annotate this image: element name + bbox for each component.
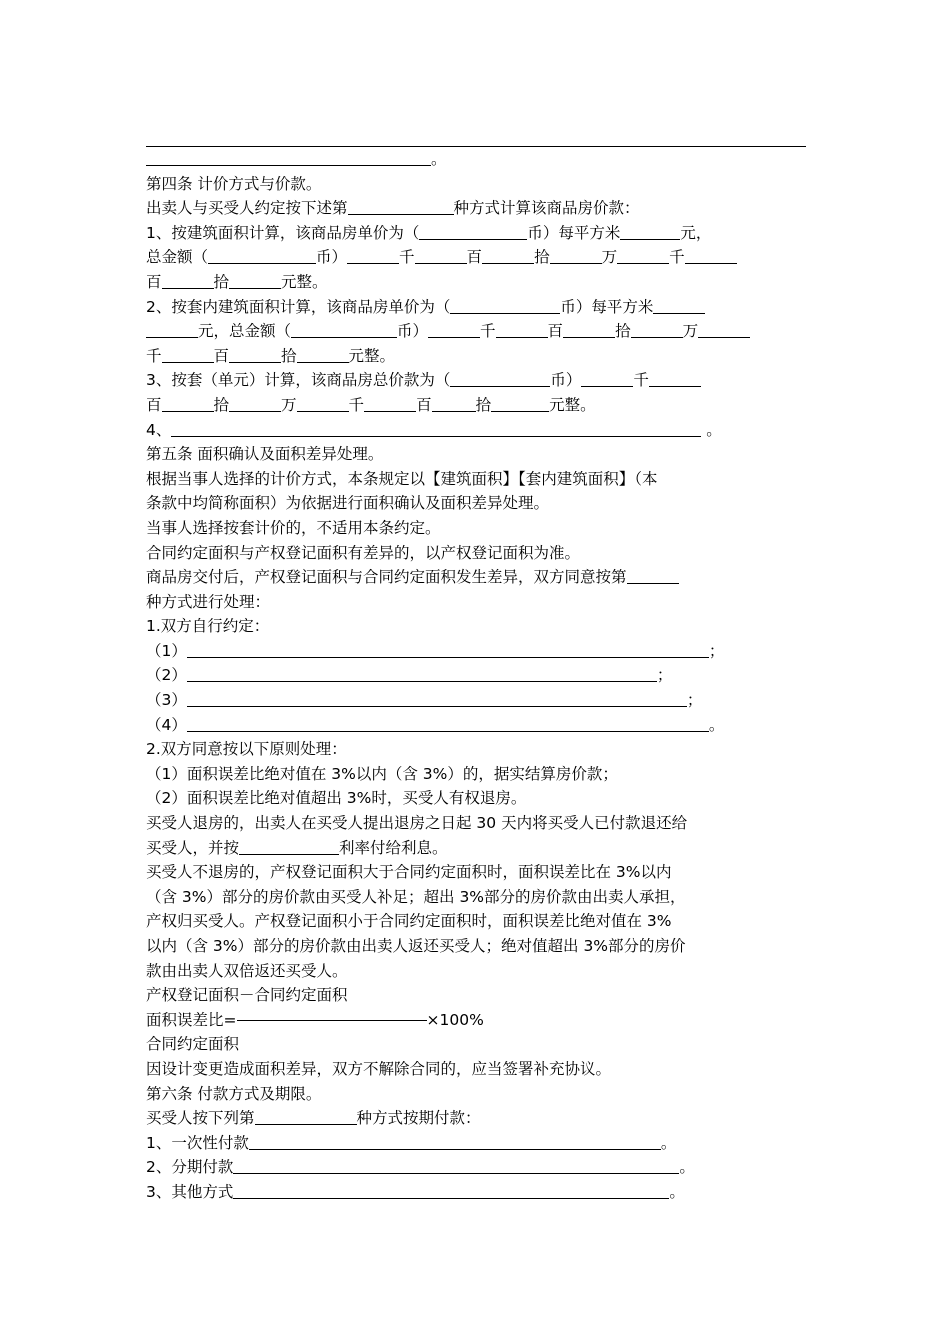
blank-underline	[146, 322, 198, 339]
text-segment: （含 3%）部分的房价款由买受人补足；超出 3%部分的房价款由出卖人承担，	[146, 887, 686, 906]
blank-underline	[432, 395, 476, 412]
text-segment: 。	[679, 1158, 695, 1177]
text-line	[146, 959, 806, 984]
text-segment: 币）	[397, 322, 429, 341]
text-segment: 3、按套（单元）计算，该商品房总价款为（	[146, 371, 451, 390]
text-segment: 种方式进行处理：	[146, 592, 271, 611]
text-segment: 万	[281, 395, 297, 414]
text-line	[146, 541, 806, 566]
text-segment: 买受人按下列第	[146, 1109, 255, 1128]
text-segment: 总金额（	[146, 248, 209, 267]
text-line	[146, 934, 806, 959]
text-line	[146, 663, 806, 688]
text-segment: 产权登记面积－合同约定面积	[146, 986, 348, 1005]
text-segment: 百	[416, 395, 432, 414]
text-segment: 元整。	[281, 272, 328, 291]
text-segment: 。	[669, 1182, 685, 1201]
blank-underline	[649, 371, 701, 388]
text-segment: 百	[466, 248, 483, 267]
blank-underline	[239, 838, 339, 855]
blank-underline	[450, 297, 560, 314]
text-segment: 条款中均简称面积）为依据进行面积确认及面积差异处理。	[146, 494, 550, 513]
text-line	[146, 688, 806, 713]
text-segment: 百	[146, 395, 162, 414]
text-segment: 。	[431, 150, 447, 168]
text-line	[146, 1082, 806, 1107]
text-line	[146, 786, 806, 811]
text-segment: 因设计变更造成面积差异，双方不解除合同的，应当签署补充协议。	[146, 1059, 612, 1078]
text-line	[146, 811, 806, 836]
blank-underline	[620, 223, 680, 240]
text-line	[146, 147, 806, 172]
text-segment: 2、分期付款	[146, 1158, 234, 1177]
blank-underline	[229, 346, 281, 363]
text-segment: 拾	[475, 395, 492, 414]
text-segment: 千	[669, 248, 685, 267]
text-segment: 元整。	[549, 395, 596, 414]
text-segment: 产权归买受人。产权登记面积小于合同约定面积时，面积误差比绝对值在 3%	[146, 912, 672, 931]
text-segment: 千	[146, 346, 162, 365]
text-segment: 百	[547, 322, 564, 341]
text-segment: 1、一次性付款	[146, 1133, 249, 1152]
text-segment: 币）每平方米	[560, 297, 654, 316]
text-line	[146, 713, 806, 738]
blank-underline	[162, 395, 214, 412]
text-line	[146, 885, 806, 910]
text-segment: 拾	[534, 248, 550, 267]
blank-underline	[171, 420, 701, 437]
blank-underline	[653, 297, 705, 314]
text-line	[146, 1032, 806, 1057]
text-segment: 种方式计算该商品房价款：	[453, 199, 640, 218]
text-segment: 利率付给利息。	[339, 838, 448, 857]
text-line	[146, 639, 806, 664]
blank-underline	[491, 395, 549, 412]
text-segment: 买受人，并按	[146, 838, 240, 857]
text-segment: 合同约定面积与产权登记面积有差异的，以产权登记面积为准。	[146, 543, 581, 562]
text-segment: 币）	[550, 371, 582, 390]
text-segment: 元，总金额（	[198, 322, 292, 341]
blank-underline	[482, 248, 534, 265]
fraction-bar	[237, 1020, 427, 1021]
text-line	[146, 614, 806, 639]
text-segment: （1）面积误差比绝对值在 3%以内（含 3%）的，据实结算房价款；	[146, 764, 618, 783]
text-line	[146, 418, 806, 443]
blank-underline	[229, 395, 281, 412]
text-line	[146, 1008, 806, 1033]
text-line	[146, 590, 806, 615]
blank-underline	[685, 248, 737, 265]
text-segment: 。	[708, 715, 725, 734]
text-segment: 2.双方同意按以下原则处理：	[146, 740, 347, 759]
text-line	[146, 737, 806, 762]
text-segment: ；	[656, 666, 673, 685]
text-segment: （1）	[146, 641, 187, 660]
text-segment: （2）面积误差比绝对值超出 3%时，买受人有权退房。	[146, 789, 527, 808]
text-line	[146, 909, 806, 934]
text-line	[146, 344, 806, 369]
text-line	[146, 1155, 806, 1180]
text-line	[146, 860, 806, 885]
text-line	[146, 1131, 806, 1156]
blank-underline	[297, 346, 349, 363]
blank-underline	[233, 1182, 669, 1199]
blank-underline	[617, 248, 669, 265]
text-segment: 种方式按期付款：	[356, 1109, 481, 1128]
text-line	[146, 762, 806, 787]
text-segment: 以内（含 3%）部分的房价款由出卖人返还买受人；绝对值超出 3%部分的房价	[146, 937, 686, 955]
text-line	[146, 1106, 806, 1131]
blank-underline	[347, 248, 399, 265]
text-segment: 买受人不退房的，产权登记面积大于合同约定面积时，面积误差比在 3%以内	[146, 863, 672, 882]
text-line	[146, 467, 806, 492]
text-segment: 根据当事人选择的计价方式，本条规定以【建筑面积】【套内建筑面积】（本	[146, 469, 658, 488]
text-line	[146, 245, 806, 270]
text-segment: 第四条 计价方式与价款。	[146, 174, 322, 193]
text-segment: 3、其他方式	[146, 1182, 234, 1201]
text-segment: 2、按套内建筑面积计算，该商品房单价为（	[146, 297, 451, 316]
text-line	[146, 516, 806, 541]
blank-underline	[563, 322, 615, 339]
blank-underline	[187, 666, 657, 683]
blank-underline	[496, 322, 548, 339]
blank-underline	[419, 223, 527, 240]
blank-underline	[187, 641, 709, 658]
text-segment: 买受人退房的，出卖人在买受人提出退房之日起 30 天内将买受人已付款退还给	[146, 814, 688, 833]
blank-underline	[187, 691, 687, 708]
text-segment: 。	[660, 1133, 677, 1152]
blank-underline	[162, 346, 214, 363]
text-segment: 1、按建筑面积计算，该商品房单价为（	[146, 223, 420, 242]
text-segment: 出卖人与买受人约定按下述第	[146, 199, 348, 218]
blank-underline	[450, 371, 550, 388]
blank-underline	[348, 199, 454, 216]
text-segment: （2）	[146, 666, 187, 685]
blank-underline	[208, 248, 316, 265]
text-segment: 币）每平方米	[527, 223, 621, 242]
text-segment: 第五条 面积确认及面积差异处理。	[146, 445, 384, 464]
text-line	[146, 319, 806, 344]
blank-underline	[146, 150, 431, 167]
blank-underline	[550, 248, 602, 265]
text-line	[146, 368, 806, 393]
text-segment: 千	[633, 371, 649, 390]
text-line	[146, 491, 806, 516]
text-line	[146, 983, 806, 1008]
text-line	[146, 196, 806, 221]
text-line	[146, 127, 806, 147]
blank-underline	[249, 1133, 661, 1150]
text-segment: 元，	[680, 223, 712, 242]
text-segment: 商品房交付后，产权登记面积与合同约定面积发生差异，双方同意按第	[146, 568, 627, 587]
text-segment: 1.双方自行约定：	[146, 617, 270, 636]
text-segment: ；	[686, 691, 703, 710]
text-line	[146, 442, 806, 467]
blank-underline	[415, 248, 467, 265]
text-segment: ；	[708, 641, 725, 660]
blank-underline	[627, 568, 679, 585]
text-line	[146, 393, 806, 418]
text-segment: 拾	[213, 272, 230, 291]
text-line	[146, 172, 806, 197]
text-line	[146, 565, 806, 590]
text-segment: 万	[601, 248, 618, 267]
text-segment: 款由出卖人双倍返还买受人。	[146, 961, 348, 980]
text-line	[146, 836, 806, 861]
text-segment: 千	[348, 395, 365, 414]
blank-underline	[162, 272, 214, 289]
text-segment: 千	[480, 322, 496, 341]
contract-page	[146, 127, 806, 1205]
text-segment: 万	[682, 322, 699, 341]
blank-underline	[291, 322, 397, 339]
text-segment: 合同约定面积	[146, 1035, 240, 1054]
text-segment: 拾	[213, 395, 230, 414]
text-line	[146, 295, 806, 320]
blank-underline	[229, 272, 281, 289]
text-segment: 币）	[316, 248, 348, 267]
blank-underline	[297, 395, 349, 412]
text-segment: 拾	[281, 346, 297, 365]
text-segment: （3）	[146, 691, 187, 710]
text-line	[146, 221, 806, 246]
blank-underline	[698, 322, 750, 339]
text-segment: （4）	[146, 715, 187, 734]
text-segment: 百	[146, 272, 162, 291]
text-segment: 。	[701, 420, 722, 439]
text-line	[146, 270, 806, 295]
text-segment: 4、	[146, 420, 172, 439]
blank-underline	[187, 715, 709, 732]
blank-underline	[581, 371, 633, 388]
text-line	[146, 1180, 806, 1205]
blank-underline	[631, 322, 683, 339]
text-segment: 第六条 付款方式及期限。	[146, 1084, 322, 1103]
blank-underline	[255, 1109, 357, 1126]
text-segment: 元整。	[348, 346, 396, 365]
blank-underline	[364, 395, 416, 412]
text-segment: 当事人选择按套计价的，不适用本条约定。	[146, 518, 441, 537]
text-segment: 面积误差比=	[146, 1010, 237, 1029]
blank-underline	[233, 1158, 679, 1175]
blank-underline	[428, 322, 480, 339]
text-line	[146, 1057, 806, 1082]
text-segment: 千	[399, 248, 415, 267]
text-segment: 百	[213, 346, 230, 365]
text-segment: ×100%	[426, 1010, 484, 1029]
text-segment: 拾	[615, 322, 631, 341]
